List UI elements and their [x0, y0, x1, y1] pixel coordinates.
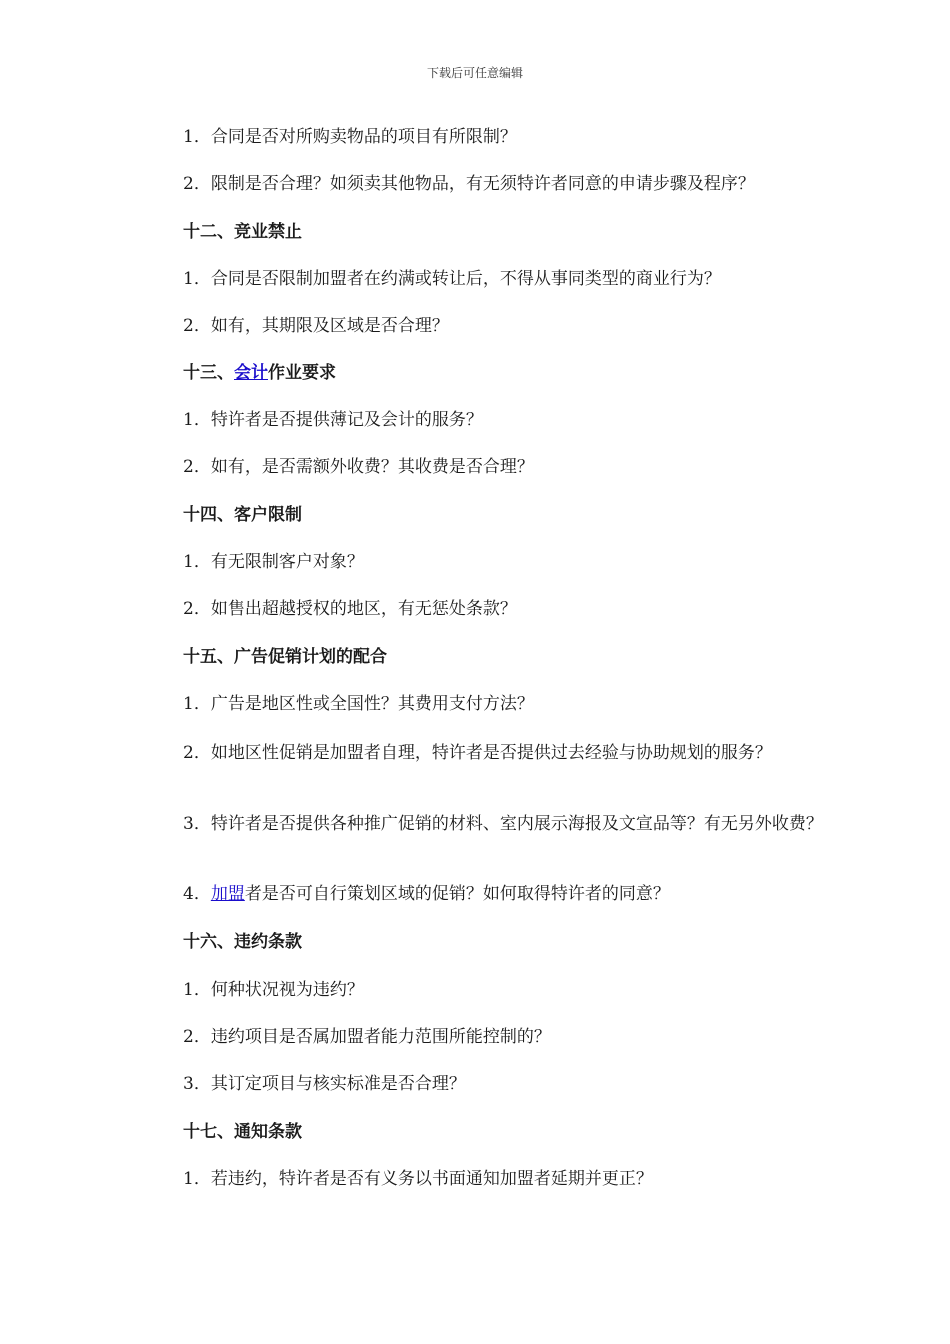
section-heading — [145, 359, 863, 387]
section-heading: 十二、竞业禁止 — [183, 222, 302, 242]
heading-prefix: 十三、 — [183, 363, 234, 383]
section-heading: 十七、通知条款 — [183, 1122, 302, 1142]
section-heading: 十四、客户限制 — [183, 505, 302, 525]
item-prefix: 4． — [183, 884, 211, 904]
heading-suffix: 作业要求 — [268, 363, 336, 383]
list-item: 2．如有，是否需额外收费？其收费是否合理？ — [183, 457, 534, 477]
list-item: 1．合同是否限制加盟者在约满或转让后，不得从事同类型的商业行为？ — [183, 269, 721, 289]
list-item — [145, 880, 863, 908]
item-suffix: 者是否可自行策划区域的促销？如何取得特许者的同意？ — [244, 884, 670, 904]
list-item: 1．合同是否对所购卖物品的项目有所限制？ — [183, 127, 517, 147]
section-heading: 十五、广告促销计划的配合 — [183, 647, 387, 667]
list-item: 2．限制是否合理？如须卖其他物品，有无须特许者同意的申请步骤及程序？ — [183, 174, 755, 194]
list-item: 2．如地区性促销是加盟者自理，特许者是否提供过去经验与协助规划的服务？ — [183, 743, 772, 763]
accounting-link[interactable]: 会计 — [234, 363, 268, 383]
section-heading: 十六、违约条款 — [183, 932, 302, 952]
list-item: 2．如售出超越授权的地区，有无惩处条款？ — [183, 599, 517, 619]
franchise-link[interactable]: 加盟 — [210, 884, 245, 904]
list-item: 1．广告是地区性或全国性？其费用支付方法？ — [183, 694, 534, 714]
list-item: 2．违约项目是否属加盟者能力范围所能控制的？ — [183, 1027, 551, 1047]
list-item: 2．如有，其期限及区域是否合理？ — [183, 316, 449, 336]
list-item: 3．特许者是否提供各种推广促销的材料、室内展示海报及文宣品等？有无另外收费？ — [183, 814, 823, 834]
list-item: 1．若违约，特许者是否有义务以书面通知加盟者延期并更正？ — [183, 1169, 653, 1189]
list-item: 1．何种状况视为违约？ — [183, 980, 364, 1000]
list-item: 3．其订定项目与核实标准是否合理？ — [183, 1074, 466, 1094]
list-item: 1．特许者是否提供薄记及会计的服务？ — [183, 410, 483, 430]
list-item: 1．有无限制客户对象？ — [183, 552, 364, 572]
page-header: 下载后可任意编辑 — [426, 66, 523, 80]
